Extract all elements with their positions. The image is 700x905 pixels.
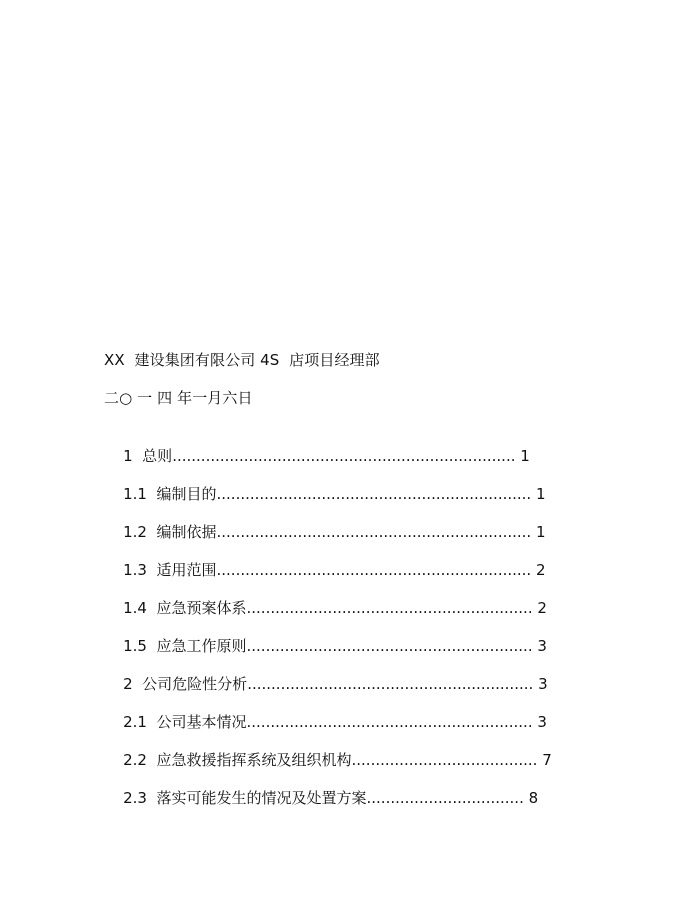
toc-entry-1[interactable] [104, 426, 530, 465]
document-date: 二○ 一 四 年一月六日 [104, 389, 253, 407]
toc-page: 1 [535, 485, 546, 503]
toc-title: 落实可能发生的情况及处置方案 [156, 789, 367, 807]
toc-title: 适用范围 [156, 561, 217, 579]
toc-leader: ....................................... [351, 751, 538, 769]
toc-title: 编制依据 [156, 523, 217, 541]
toc-entry-2-2[interactable] [104, 730, 552, 769]
toc-page: 1 [520, 447, 530, 465]
toc-entry-1-2[interactable] [104, 502, 546, 541]
toc-title: 总则 [142, 447, 173, 465]
toc-title: 公司基本情况 [156, 713, 247, 731]
toc-entry-1-5[interactable] [104, 616, 547, 655]
toc-number: 1.5 [123, 637, 147, 655]
toc-leader: ............................................................ [246, 713, 533, 731]
toc-title: 应急救援指挥系统及组织机构 [156, 751, 352, 769]
toc-number: 1.3 [123, 561, 147, 579]
toc-entry-2-1[interactable] [104, 692, 547, 731]
toc-number: 1.1 [123, 485, 147, 503]
toc-page: 8 [528, 789, 539, 807]
toc-title: 公司危险性分析 [142, 675, 248, 693]
toc-leader: ................................. [366, 789, 524, 807]
toc-entry-1-3[interactable] [104, 540, 546, 579]
toc-number: 1 [123, 447, 133, 465]
toc-number: 2.3 [123, 789, 147, 807]
toc-number: 2.2 [123, 751, 147, 769]
organization-name: XX 建设集团有限公司 4S 店项目经理部 [104, 351, 380, 369]
toc-number: 2 [123, 675, 133, 693]
toc-title: 应急工作原则 [156, 637, 247, 655]
toc-page: 3 [537, 637, 547, 655]
toc-leader: .................................................................. [216, 485, 532, 503]
toc-leader: .................................................................. [216, 561, 532, 579]
toc-entry-1-1[interactable] [104, 464, 546, 503]
toc-leader: ............................................................ [246, 637, 533, 655]
toc-leader: ............................................................ [247, 675, 534, 693]
toc-page: 1 [535, 523, 546, 541]
toc-page: 2 [535, 561, 546, 579]
toc-number: 2.1 [123, 713, 147, 731]
toc-number: 1.2 [123, 523, 147, 541]
toc-leader: .................................................................. [216, 523, 532, 541]
toc-page: 3 [538, 675, 548, 693]
toc-page: 3 [537, 713, 547, 731]
toc-title: 编制目的 [156, 485, 217, 503]
toc-page: 2 [537, 599, 547, 617]
toc-leader: ........................................................................ [172, 447, 516, 465]
toc-page: 7 [542, 751, 552, 769]
toc-title: 应急预案体系 [156, 599, 247, 617]
toc-leader: ............................................................ [246, 599, 533, 617]
toc-entry-2[interactable] [104, 654, 548, 693]
toc-entry-1-4[interactable] [104, 578, 547, 617]
toc-entry-2-3[interactable] [104, 768, 539, 807]
toc-number: 1.4 [123, 599, 147, 617]
